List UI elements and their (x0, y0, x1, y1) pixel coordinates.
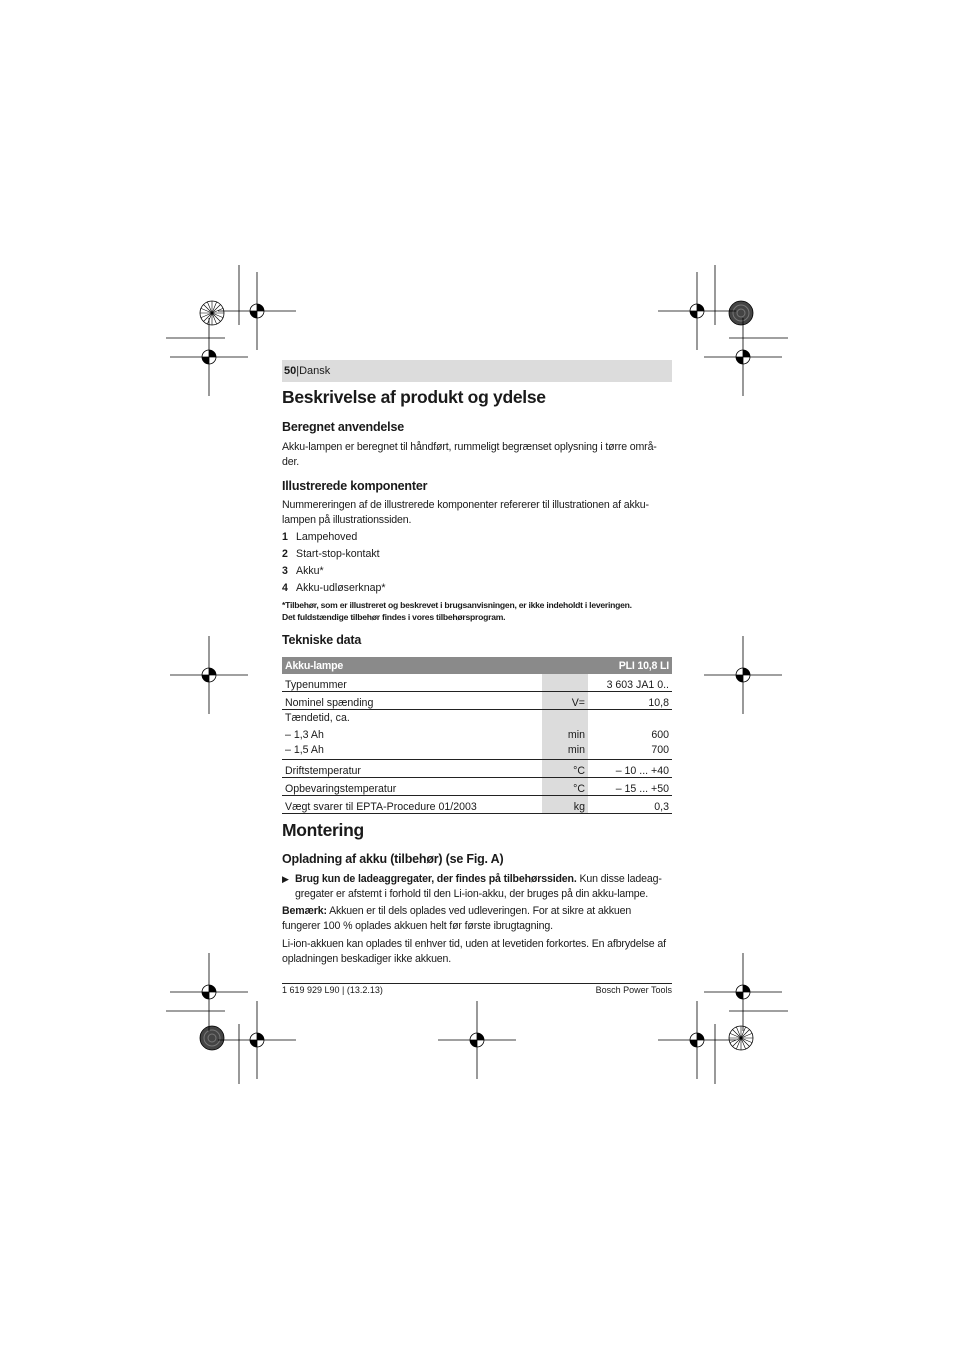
header-separator: | (296, 365, 300, 377)
table-row: Typenummer 3 603 JA1 0.. (282, 674, 672, 692)
page-number: 50 (284, 365, 297, 377)
table-row: Nominel spænding V= 10,8 (282, 692, 672, 710)
header-language: Dansk (299, 365, 331, 377)
table-row: Vægt svarer til EPTA-Procedure 01/2003 kg 0,3 (282, 796, 672, 814)
table-header-row (282, 657, 672, 674)
footer-doc-id: 1 619 929 L90 | (13.2.13) (282, 985, 383, 995)
col-model: PLI 10,8 LI (588, 657, 672, 674)
accessory-footnote: *Tilbehør, som er illustreret og beskrevet i brugsanvisningen, er ikke indeholdt i leveringen. Det fuldstændige tilbehør findes i vores tilbehørsprogram. (282, 600, 632, 622)
components-intro: Nummereringen af de illustrerede komponenter refererer til illustrationen af akku-lampen på illustrationssiden. (282, 499, 649, 526)
charging-warning: ▶ Brug kun de ladeaggregater, der findes på tilbehørssiden. Kun disse ladeag-gregater er afstemt i forhold til den Li-ion-akku, der bruges på din akku-lampe. (282, 873, 662, 900)
list-item: 4 Akku-udløserknap* (282, 582, 386, 594)
bullet-arrow-icon: ▶ (282, 874, 289, 884)
section-title-mounting: Montering (282, 820, 364, 840)
heading-intended-use: Beregnet anvendelse (282, 420, 404, 434)
table-row: Opbevaringstemperatur °C – 15 ... +50 (282, 778, 672, 796)
charging-paragraph: Li-ion-akkuen kan oplades til enhver tid, uden at levetiden forkortes. En afbrydelse af opladningen beskadiger ikke akkuen. (282, 938, 666, 965)
footer-divider (282, 983, 672, 984)
table-row: Driftstemperatur °C – 10 ... +40 (282, 760, 672, 778)
tech-data-table (282, 657, 672, 814)
intended-use-text: Akku-lampen er beregnet til håndført, rummeligt begrænset oplysning i tørre områ-der. (282, 441, 657, 468)
table-row: Tændetid, ca. – 1,3 Ah – 1,5 Ah min min 600 700 (282, 710, 672, 760)
col-product: Akku-lampe (282, 657, 588, 674)
charging-note: Bemærk: Akkuen er til dels oplades ved udleveringen. For at sikre at akkuen fungerer 100 % oplades akkuen helt før første ibrugtagning. (282, 905, 632, 932)
list-item: 2 Start-stop-kontakt (282, 548, 380, 560)
footer-brand: Bosch Power Tools (595, 985, 672, 995)
section-title-product: Beskrivelse af produkt og ydelse (282, 387, 546, 407)
heading-components: Illustrerede komponenter (282, 479, 428, 493)
heading-tech-data: Tekniske data (282, 633, 362, 647)
list-item: 1 Lampehoved (282, 531, 358, 543)
heading-charging: Opladning af akku (tilbehør) (se Fig. A) (282, 852, 504, 866)
page-header (282, 360, 672, 382)
list-item: 3 Akku* (282, 565, 324, 577)
